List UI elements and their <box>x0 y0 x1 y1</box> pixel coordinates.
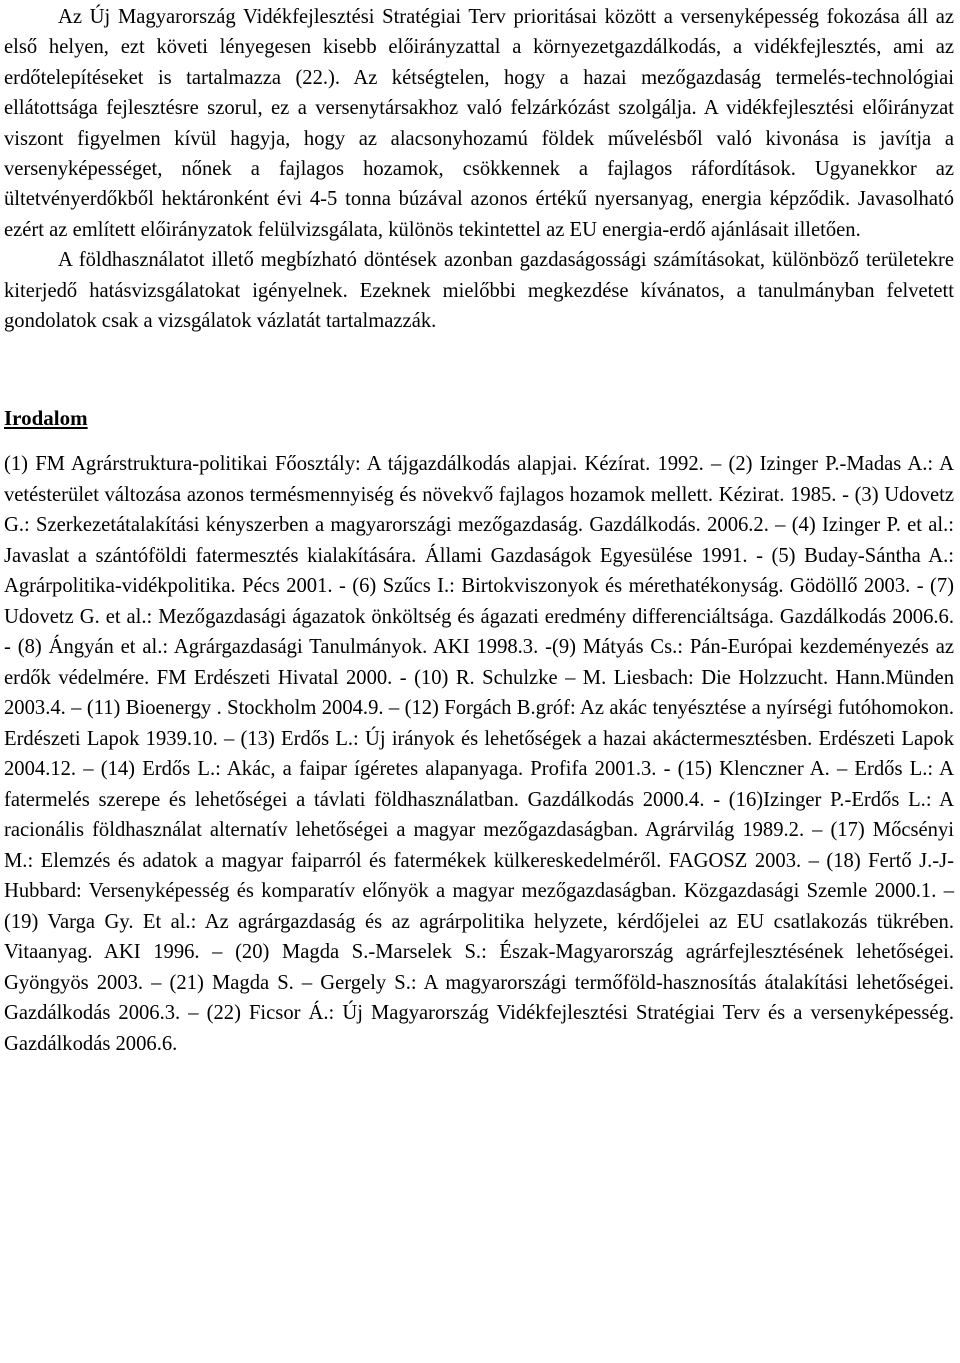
references-list: (1) FM Agrárstruktura-politikai Főosztály: A tájgazdálkodás alapjai. Kézírat. 1992. – (2) Izinger P.-Madas A.: A vetésterület változása azonos termésmennyiség és növekvő fajlagos hozamok mellett. Kézirat. 1985. - (3) Udovetz G.: Szerkezetátalakítási kényszerben a magyarországi mezőgazdaság. Gazdálkodás. 2006.2. – (4) Izinger P. et al.: Javaslat a szántóföldi fatermesztés kialakítására. Állami Gazdaságok Egyesülése 1991. - (5) Buday-Sántha A.: Agrárpolitika-vidékpolitika. Pécs 2001. - (6) Szűcs I.: Birtokviszonyok és mérethatékonyság. Gödöllő 2003. - (7) Udovetz G. et al.: Mezőgazdasági ágazatok önköltség és ágazati eredmény differenciáltsága. Gazdálkodás 2006.6. - (8) Ángyán et al.: Agrárgazdasági Tanulmányok. AKI 1998.3. -(9) Mátyás Cs.: Pán-Európai kezdeményezés az erdők védelmére. FM Erdészeti Hivatal 2000. - (10) R. Schulzke – M. Liesbach: Die Holzzucht. Hann.Münden 2003.4. – (11) Bioenergy . Stockholm 2004.9. – (12) Forgách B.gróf: Az akác tenyésztése a nyírségi futóhomokon. Erdészeti Lapok 1939.10. – (13) Erdős L.: Új irányok és lehetőségek a hazai akáctermesztésben. Erdészeti Lapok 2004.12. – (14) Erdős L.: Akác, a faipar ígéretes alapanyaga. Profifa 2001.3. - (15) Klenczner A. – Erdős L.: A fatermelés szerepe és lehetőségei a távlati földhasználatban. Gazdálkodás 2000.4. - (16)Izinger P.-Erdős L.: A racionális földhasználat alternatív lehetőségei a magyar mezőgazdaságban. Agrárvilág 1989.2. – (17) Mőcsényi M.: Elemzés és adatok a magyar faiparról és fatermékek külkereskedelméről. FAGOSZ 2003. – (18) Fertő J.-J-Hubbard: Versenyképesség és komparatív előnyök a magyar mezőgazdaságban. Közgazdasági Szemle 2000.1. – (19) Varga Gy. Et al.: Az agrárgazdaság és az agrárpolitika helyzete, kérdőjelei az EU csatlakozás tükrében. Vitaanyag. AKI 1996. – (20) Magda S.-Marselek S.: Észak-Magyarország agrárfejlesztésének lehetőségei. Gyöngyös 2003. – (21) Magda S. – Gergely S.: A magyarországi termőföld-hasznosítás átalakítási lehetőségei. Gazdálkodás 2006.3. – (22) Ficsor Á.: Új Magyarország Vidékfejlesztési Stratégiai Terv és a versenyképesség. Gazdálkodás 2006.6. <box>4 453 954 1055</box>
body-paragraph-2: A földhasználatot illető megbízható döntések azonban gazdaságossági számításokat, különböző területekre kiterjedő hatásvizsgálatokat igényelnek. Ezeknek mielőbbi megkezdése kívánatos, a tanulmányban felvetett gondolatok csak a vizsgálatok vázlatát tartalmazzák. <box>4 249 954 333</box>
document-page <box>4 2 954 1059</box>
body-paragraph-1: Az Új Magyarország Vidékfejlesztési Stratégiai Terv prioritásai között a versenyképesség fokozása áll az első helyen, ezt követi lényegesen kisebb előirányzattal a környezetgazdálkodás, a vidékfejlesztés, ami az erdőtelepítéseket is tartalmazza (22.). Az kétségtelen, hogy a hazai mezőgazdaság termelés-technológiai ellátottsága fejlesztésre szorul, ez a versenytársakhoz való felzárkózást szolgálja. A vidékfejlesztési előirányzat viszont figyelmen kívül hagyja, hogy az alacsonyhozamú földek művelésből való kivonása is javítja a versenyképességet, nőnek a fajlagos hozamok, csökkennek a fajlagos ráfordítások. Ugyanekkor az ültetvényerdőkből hektáronként évi 4-5 tonna búzával azonos értékű nyersanyag, energia képződik. Javasolható ezért az említett előirányzatok felülvizsgálata, különös tekintettel az EU energia-erdő ajánlásait illetően. <box>4 6 954 241</box>
references-heading: Irodalom <box>4 406 88 431</box>
